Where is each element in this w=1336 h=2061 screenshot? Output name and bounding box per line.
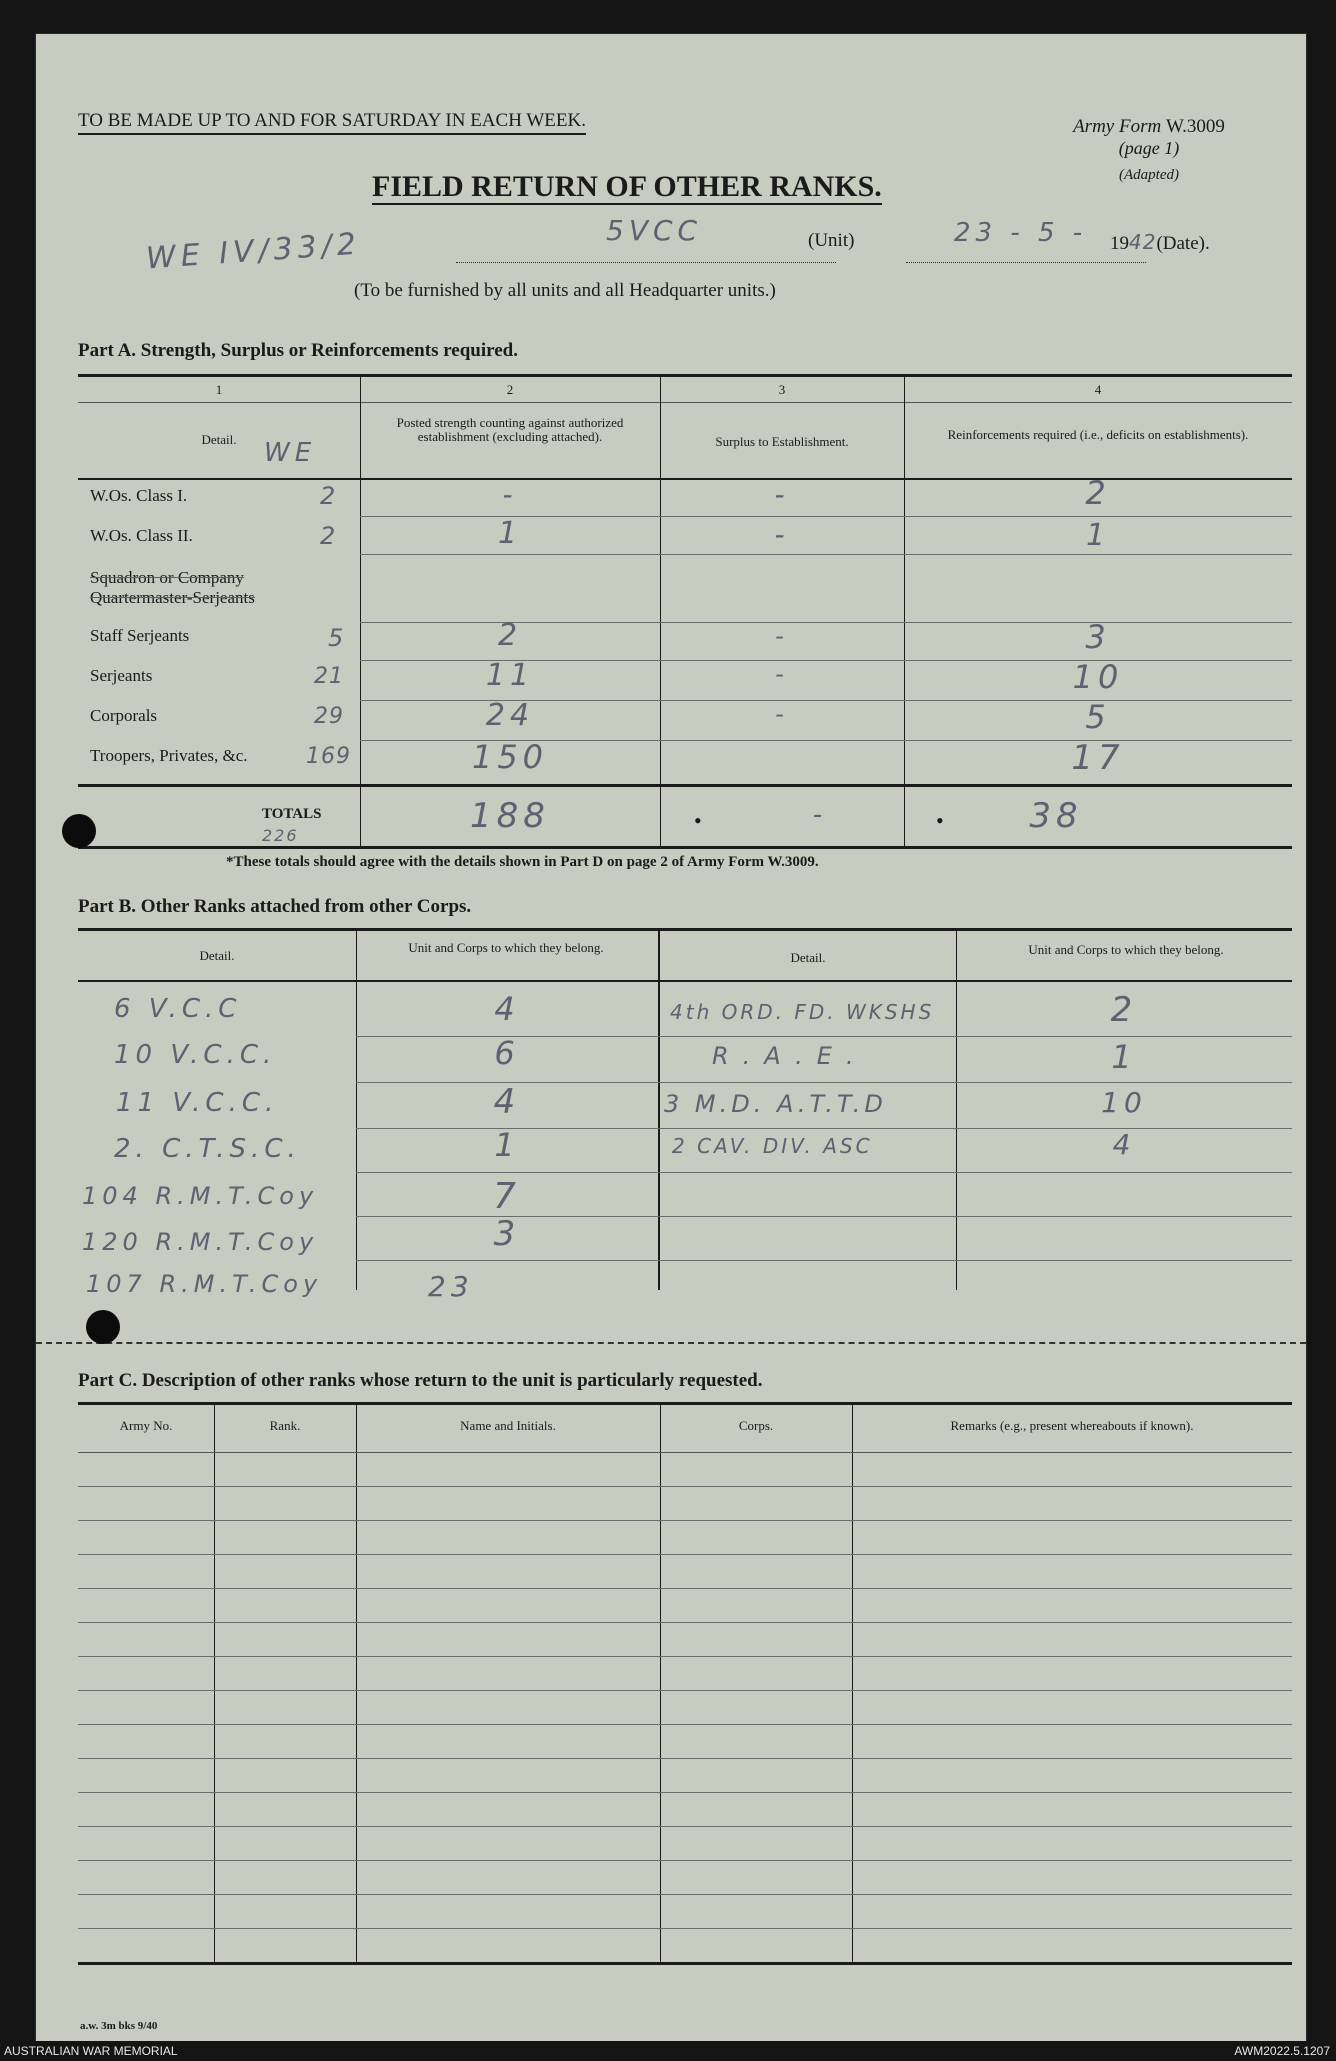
- part-b-header-unit-left: Unit and Corps to which they belong.: [408, 940, 604, 955]
- row-detail-wo1: W.Os. Class I.: [90, 486, 188, 505]
- row-surplus-corporals: -: [775, 700, 789, 728]
- totals-reinf-asterisk: •: [936, 808, 944, 833]
- attached-right-detail-2: R.A.E.: [712, 1042, 868, 1070]
- attached-right-count-4: 4: [1112, 1128, 1136, 1161]
- attached-right-detail-1: 4th ORD. FD. WKSHS: [670, 1000, 935, 1024]
- totals-surplus: -: [812, 800, 828, 830]
- col-header-posted: Posted strength counting against authorized establishment (excluding attached).: [396, 415, 624, 444]
- year-field: 1942(Date).: [1110, 230, 1210, 254]
- part-b-header-detail-left: Detail.: [199, 948, 235, 963]
- attached-left-count-6: 3: [493, 1214, 521, 1254]
- part-c-header-name: Name and Initials.: [460, 1418, 556, 1433]
- part-c-header-remarks: Remarks (e.g., present whereabouts if known).: [950, 1418, 1194, 1433]
- row-posted-wo2: 1: [497, 516, 523, 551]
- attached-left-count-5: 7: [493, 1176, 521, 1217]
- part-c-header-corps: Corps.: [738, 1418, 774, 1433]
- furnish-note: (To be furnished by all units and all Headquarter units.): [354, 280, 776, 301]
- row-detail-cqms: Squadron or Company Quartermaster-Serjeants: [90, 568, 255, 607]
- part-c-header-army-no: Army No.: [119, 1418, 173, 1433]
- row-we-staff-serjeants: 5: [328, 624, 349, 652]
- footer-right: AWM2022.5.1207: [1234, 2044, 1330, 2058]
- row-posted-wo1: -: [502, 478, 518, 511]
- footer-left: AUSTRALIAN WAR MEMORIAL: [4, 2044, 178, 2058]
- date-field: [906, 262, 1146, 263]
- form-reference: Army Form W.3009 (page 1) (Adapted): [1073, 116, 1225, 183]
- punch-hole-top: [62, 814, 96, 848]
- totals-posted: 188: [470, 796, 550, 836]
- attached-left-detail-7: 107 R.M.T.Coy: [86, 1270, 323, 1298]
- totals-we: 226: [262, 826, 299, 845]
- attached-left-detail-1: 6 V.C.C: [114, 994, 242, 1024]
- row-reinf-corporals: 5: [1085, 698, 1111, 736]
- attached-right-detail-4: 2 CAV. DIV. ASC: [672, 1134, 873, 1158]
- form-sheet: [36, 34, 1306, 2041]
- row-detail-serjeants: Serjeants: [90, 666, 153, 685]
- row-surplus-wo2: -: [774, 518, 790, 551]
- attached-left-detail-4: 2. C.T.S.C.: [114, 1134, 301, 1164]
- totals-reinf: 38: [1029, 796, 1083, 836]
- unit-label: (Unit): [808, 230, 855, 251]
- attached-left-count-1: 4: [494, 990, 520, 1028]
- totals-surplus-asterisk: •: [694, 808, 702, 833]
- part-c-header-rank: Rank.: [269, 1418, 301, 1433]
- row-we-serjeants: 21: [314, 664, 344, 689]
- col-header-detail: Detail.: [201, 432, 237, 447]
- row-detail-corporals: Corporals: [90, 706, 158, 725]
- punch-hole-bottom: [86, 1310, 120, 1344]
- row-posted-troopers: 150: [471, 738, 549, 776]
- attached-left-count-7: 23: [428, 1270, 474, 1303]
- part-c-title: Part C. Description of other ranks whose return to the unit is particularly requested.: [78, 1370, 763, 1391]
- col-header-surplus: Surplus to Establishment.: [715, 434, 849, 449]
- date-value: 23 - 5 -: [954, 218, 1088, 248]
- row-we-wo1: 2: [320, 482, 341, 510]
- row-detail-wo2: W.Os. Class II.: [90, 526, 193, 545]
- row-posted-corporals: 24: [485, 698, 535, 733]
- attached-left-detail-2: 10 V.C.C.: [114, 1040, 277, 1070]
- totals-label: TOTALS: [262, 806, 322, 822]
- attached-left-count-3: 4: [493, 1082, 521, 1122]
- col-num-4: 4: [1094, 382, 1102, 397]
- col-header-reinforcements: Reinforcements required (i.e., deficits on establishments).: [947, 427, 1249, 442]
- col-num-2: 2: [506, 382, 514, 397]
- attached-right-count-1: 2: [1110, 990, 1138, 1030]
- attached-right-count-2: 1: [1111, 1038, 1137, 1076]
- unit-value: 5VCC: [606, 214, 703, 247]
- row-reinf-wo1: 2: [1085, 474, 1111, 512]
- part-a-footnote: *These totals should agree with the details shown in Part D on page 2 of Army Form W.3009.: [226, 854, 819, 870]
- row-we-corporals: 29: [314, 704, 344, 729]
- unit-field: [456, 262, 836, 263]
- row-we-wo2: 2: [320, 522, 341, 550]
- part-b-header-detail-right: Detail.: [790, 950, 826, 965]
- attached-right-detail-3: 3 M.D. A.T.T.D: [664, 1090, 887, 1118]
- row-posted-staff-serjeants: 2: [497, 618, 523, 653]
- row-surplus-serjeants: -: [775, 660, 789, 688]
- form-title: FIELD RETURN OF OTHER RANKS.: [372, 170, 882, 203]
- we-reference: WE IV/33/2: [145, 226, 362, 277]
- part-a-title: Part A. Strength, Surplus or Reinforcements required.: [78, 340, 518, 361]
- instruction-line: TO BE MADE UP TO AND FOR SATURDAY IN EACH WEEK.: [78, 110, 586, 132]
- attached-left-detail-6: 120 R.M.T.Coy: [82, 1228, 319, 1256]
- attached-left-count-4: 1: [494, 1126, 520, 1164]
- row-posted-serjeants: 11: [485, 658, 535, 693]
- attached-left-detail-5: 104 R.M.T.Coy: [82, 1182, 319, 1210]
- row-detail-staff-serjeants: Staff Serjeants: [90, 626, 190, 645]
- part-b-title: Part B. Other Ranks attached from other Corps.: [78, 896, 472, 917]
- row-reinf-staff-serjeants: 3: [1085, 618, 1111, 656]
- col-num-1: 1: [215, 382, 223, 397]
- attached-left-count-2: 6: [494, 1034, 520, 1072]
- row-reinf-serjeants: 10: [1072, 658, 1124, 696]
- printer-imprint: a.w. 3m bks 9/40: [80, 2020, 158, 2032]
- archive-footer: [0, 2041, 1336, 2061]
- row-reinf-wo2: 1: [1085, 518, 1111, 553]
- row-surplus-staff-serjeants: -: [775, 622, 789, 650]
- attached-left-detail-3: 11 V.C.C.: [116, 1088, 279, 1118]
- row-we-troopers: 169: [306, 744, 351, 769]
- attached-right-count-3: 10: [1101, 1086, 1147, 1119]
- part-b-header-unit-right: Unit and Corps to which they belong.: [1028, 942, 1224, 957]
- perforation-line: [36, 1342, 1306, 1344]
- row-surplus-wo1: -: [774, 478, 790, 511]
- we-mark: WE: [264, 438, 317, 468]
- row-reinf-troopers: 17: [1071, 738, 1125, 778]
- col-num-3: 3: [778, 382, 786, 397]
- row-detail-troopers: Troopers, Privates, &c.: [90, 746, 248, 765]
